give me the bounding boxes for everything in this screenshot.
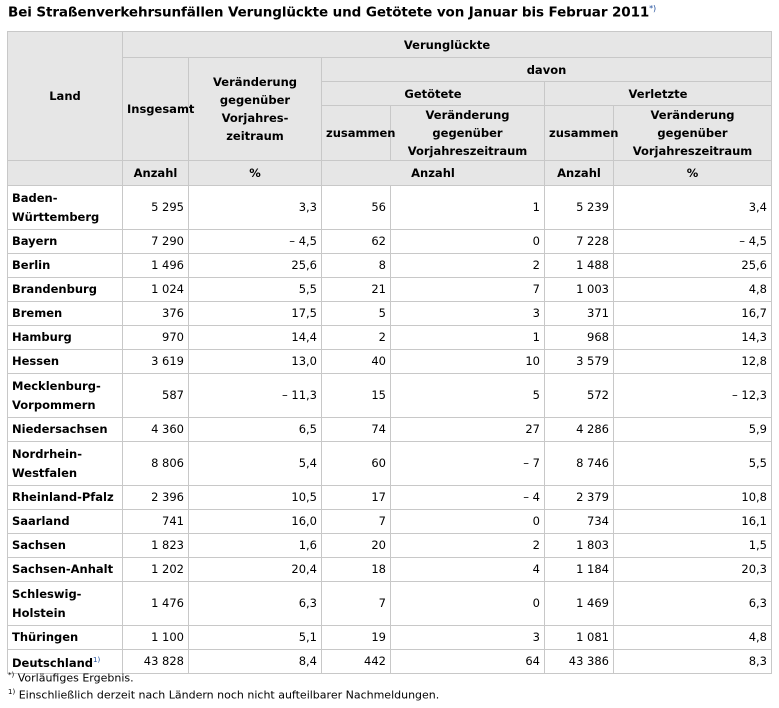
header-veraenderung: Veränderung gegenüber Vorjahres-zeitraum <box>189 58 322 161</box>
header-getoetete-zusammen: zusammen <box>322 106 391 161</box>
verletzte-veraenderung-cell: 5,5 <box>614 442 772 486</box>
verletzte-veraenderung-cell: 20,3 <box>614 558 772 582</box>
header-unit-anzahl-1: Anzahl <box>123 161 189 186</box>
getoetete-cell: 7 <box>322 582 391 626</box>
getoetete-cell: 40 <box>322 350 391 374</box>
insgesamt-cell: 43 828 <box>123 650 189 674</box>
getoetete-cell: 60 <box>322 442 391 486</box>
table-row <box>8 510 772 534</box>
land-cell: Thüringen <box>8 626 123 650</box>
table-row <box>8 418 772 442</box>
getoetete-veraenderung-cell: 1 <box>391 186 545 230</box>
accidents-table <box>7 31 772 674</box>
veraenderung-cell: – 11,3 <box>189 374 322 418</box>
insgesamt-cell: 1 823 <box>123 534 189 558</box>
verletzte-veraenderung-cell: 5,9 <box>614 418 772 442</box>
verletzte-cell: 1 081 <box>545 626 614 650</box>
footnote <box>8 671 134 685</box>
table-row <box>8 486 772 510</box>
header-getoetete: Getötete <box>322 82 545 106</box>
insgesamt-cell: 7 290 <box>123 230 189 254</box>
table-row <box>8 350 772 374</box>
land-cell: Brandenburg <box>8 278 123 302</box>
verletzte-veraenderung-cell: 12,8 <box>614 350 772 374</box>
getoetete-veraenderung-cell: 27 <box>391 418 545 442</box>
table-row <box>8 254 772 278</box>
verletzte-cell: 7 228 <box>545 230 614 254</box>
getoetete-veraenderung-cell: – 7 <box>391 442 545 486</box>
getoetete-veraenderung-cell: 3 <box>391 626 545 650</box>
getoetete-veraenderung-cell: 1 <box>391 326 545 350</box>
table-row <box>8 442 772 486</box>
verletzte-veraenderung-cell: – 12,3 <box>614 374 772 418</box>
verletzte-veraenderung-cell: 8,3 <box>614 650 772 674</box>
getoetete-veraenderung-cell: 0 <box>391 582 545 626</box>
getoetete-cell: 19 <box>322 626 391 650</box>
insgesamt-cell: 2 396 <box>123 486 189 510</box>
getoetete-cell: 5 <box>322 302 391 326</box>
insgesamt-cell: 1 476 <box>123 582 189 626</box>
veraenderung-cell: 17,5 <box>189 302 322 326</box>
veraenderung-cell: 25,6 <box>189 254 322 278</box>
land-cell: Hessen <box>8 350 123 374</box>
getoetete-cell: 442 <box>322 650 391 674</box>
land-text: Deutschland <box>12 655 93 670</box>
header-verletzte: Verletzte <box>545 82 772 106</box>
insgesamt-cell: 1 496 <box>123 254 189 278</box>
footnote-mark: *) <box>8 671 15 679</box>
getoetete-cell: 7 <box>322 510 391 534</box>
insgesamt-cell: 587 <box>123 374 189 418</box>
table-row <box>8 582 772 626</box>
verletzte-cell: 1 469 <box>545 582 614 626</box>
header-unit-pct-1: % <box>189 161 322 186</box>
verletzte-veraenderung-cell: 10,8 <box>614 486 772 510</box>
getoetete-cell: 15 <box>322 374 391 418</box>
getoetete-veraenderung-cell: 2 <box>391 254 545 278</box>
header-unit-blank <box>8 161 123 186</box>
verletzte-cell: 1 184 <box>545 558 614 582</box>
land-cell <box>8 650 123 674</box>
getoetete-veraenderung-cell: 2 <box>391 534 545 558</box>
table-row <box>8 626 772 650</box>
verletzte-veraenderung-cell: 4,8 <box>614 626 772 650</box>
getoetete-cell: 74 <box>322 418 391 442</box>
land-cell: Niedersachsen <box>8 418 123 442</box>
land-cell: Hamburg <box>8 326 123 350</box>
table-row <box>8 302 772 326</box>
verletzte-veraenderung-cell: 4,8 <box>614 278 772 302</box>
veraenderung-cell: 10,5 <box>189 486 322 510</box>
title-text: Bei Straßenverkehrsunfällen Verunglückte und Getötete von Januar bis Februar 2011 <box>8 4 650 21</box>
insgesamt-cell: 4 360 <box>123 418 189 442</box>
title-footnote-link[interactable]: *) <box>649 4 657 13</box>
footnote-text: Vorläufiges Ergebnis. <box>17 671 134 685</box>
veraenderung-cell: 20,4 <box>189 558 322 582</box>
header-unit-pct-2: % <box>614 161 772 186</box>
verletzte-veraenderung-cell: 16,1 <box>614 510 772 534</box>
verletzte-veraenderung-cell: 6,3 <box>614 582 772 626</box>
header-verunglueckte: Verunglückte <box>123 32 772 58</box>
verletzte-cell: 371 <box>545 302 614 326</box>
footnote-link[interactable]: 1) <box>93 655 101 664</box>
verletzte-cell: 3 579 <box>545 350 614 374</box>
insgesamt-cell: 376 <box>123 302 189 326</box>
getoetete-veraenderung-cell: 7 <box>391 278 545 302</box>
getoetete-cell: 17 <box>322 486 391 510</box>
header-getoetete-veraenderung: Veränderung gegenüber Vorjahreszeitraum <box>391 106 545 161</box>
land-cell: Schleswig-Holstein <box>8 582 123 626</box>
getoetete-veraenderung-cell: 0 <box>391 510 545 534</box>
land-cell: Sachsen <box>8 534 123 558</box>
veraenderung-cell: 5,4 <box>189 442 322 486</box>
getoetete-cell: 21 <box>322 278 391 302</box>
land-cell: Baden-Württemberg <box>8 186 123 230</box>
land-cell: Bremen <box>8 302 123 326</box>
getoetete-veraenderung-cell: 0 <box>391 230 545 254</box>
land-cell: Mecklenburg-Vorpommern <box>8 374 123 418</box>
header-unit-anzahl-3: Anzahl <box>545 161 614 186</box>
footnote-mark: 1) <box>8 688 16 696</box>
getoetete-cell: 2 <box>322 326 391 350</box>
getoetete-cell: 62 <box>322 230 391 254</box>
land-cell: Rheinland-Pfalz <box>8 486 123 510</box>
verletzte-cell: 4 286 <box>545 418 614 442</box>
insgesamt-cell: 1 100 <box>123 626 189 650</box>
table-row <box>8 230 772 254</box>
getoetete-cell: 8 <box>322 254 391 278</box>
table-row <box>8 558 772 582</box>
verletzte-cell: 1 803 <box>545 534 614 558</box>
getoetete-cell: 18 <box>322 558 391 582</box>
page-title <box>8 4 656 21</box>
getoetete-veraenderung-cell: 10 <box>391 350 545 374</box>
verletzte-veraenderung-cell: – 4,5 <box>614 230 772 254</box>
veraenderung-cell: 5,1 <box>189 626 322 650</box>
header-land: Land <box>8 32 123 161</box>
verletzte-veraenderung-cell: 16,7 <box>614 302 772 326</box>
verletzte-cell: 5 239 <box>545 186 614 230</box>
insgesamt-cell: 970 <box>123 326 189 350</box>
getoetete-veraenderung-cell: – 4 <box>391 486 545 510</box>
getoetete-cell: 20 <box>322 534 391 558</box>
veraenderung-cell: 13,0 <box>189 350 322 374</box>
getoetete-veraenderung-cell: 5 <box>391 374 545 418</box>
getoetete-veraenderung-cell: 4 <box>391 558 545 582</box>
table-row-total <box>8 650 772 674</box>
header-davon: davon <box>322 58 772 82</box>
header-insgesamt: Insgesamt <box>123 58 189 161</box>
veraenderung-cell: 3,3 <box>189 186 322 230</box>
veraenderung-cell: 14,4 <box>189 326 322 350</box>
land-cell: Nordrhein-Westfalen <box>8 442 123 486</box>
verletzte-cell: 8 746 <box>545 442 614 486</box>
veraenderung-cell: 6,5 <box>189 418 322 442</box>
land-cell: Sachsen-Anhalt <box>8 558 123 582</box>
insgesamt-cell: 5 295 <box>123 186 189 230</box>
verletzte-cell: 1 488 <box>545 254 614 278</box>
footnote-text: Einschließlich derzeit nach Ländern noch nicht aufteilbarer Nachmeldungen. <box>18 688 440 702</box>
insgesamt-cell: 1 024 <box>123 278 189 302</box>
getoetete-veraenderung-cell: 64 <box>391 650 545 674</box>
verletzte-cell: 968 <box>545 326 614 350</box>
verletzte-veraenderung-cell: 1,5 <box>614 534 772 558</box>
verletzte-cell: 43 386 <box>545 650 614 674</box>
veraenderung-cell: 6,3 <box>189 582 322 626</box>
veraenderung-cell: 5,5 <box>189 278 322 302</box>
land-cell: Saarland <box>8 510 123 534</box>
table-row <box>8 186 772 230</box>
insgesamt-cell: 8 806 <box>123 442 189 486</box>
veraenderung-cell: – 4,5 <box>189 230 322 254</box>
veraenderung-cell: 1,6 <box>189 534 322 558</box>
land-cell: Bayern <box>8 230 123 254</box>
verletzte-veraenderung-cell: 14,3 <box>614 326 772 350</box>
insgesamt-cell: 1 202 <box>123 558 189 582</box>
verletzte-cell: 2 379 <box>545 486 614 510</box>
footnote <box>8 688 439 702</box>
getoetete-cell: 56 <box>322 186 391 230</box>
verletzte-cell: 1 003 <box>545 278 614 302</box>
insgesamt-cell: 3 619 <box>123 350 189 374</box>
verletzte-veraenderung-cell: 3,4 <box>614 186 772 230</box>
getoetete-veraenderung-cell: 3 <box>391 302 545 326</box>
veraenderung-cell: 8,4 <box>189 650 322 674</box>
table-row <box>8 326 772 350</box>
verletzte-cell: 572 <box>545 374 614 418</box>
verletzte-veraenderung-cell: 25,6 <box>614 254 772 278</box>
verletzte-cell: 734 <box>545 510 614 534</box>
table-row <box>8 534 772 558</box>
table-row <box>8 278 772 302</box>
header-unit-anzahl-2: Anzahl <box>322 161 545 186</box>
veraenderung-cell: 16,0 <box>189 510 322 534</box>
table-row <box>8 374 772 418</box>
header-verletzte-zusammen: zusammen <box>545 106 614 161</box>
insgesamt-cell: 741 <box>123 510 189 534</box>
header-verletzte-veraenderung: Veränderung gegenüber Vorjahreszeitraum <box>614 106 772 161</box>
land-cell: Berlin <box>8 254 123 278</box>
